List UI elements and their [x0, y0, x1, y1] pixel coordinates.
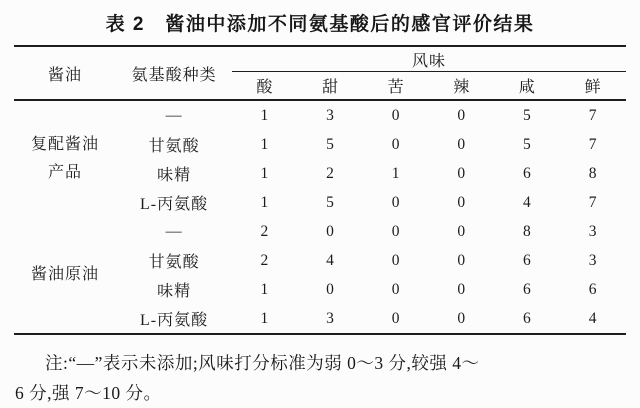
value-cell: 1 — [260, 309, 270, 327]
value-cell: 5 — [523, 135, 532, 153]
value-cell: 1 — [260, 164, 270, 182]
group-label-compound-soy-sauce: 复配酱油产品 — [31, 136, 100, 181]
value-cell: 5 — [326, 135, 335, 153]
value-cell: 5 — [326, 193, 335, 211]
value-cell: 0 — [457, 164, 467, 182]
header-flavor-spicy: 辣 — [429, 72, 495, 101]
value-cell: 1 — [391, 164, 401, 182]
amino-cell: 甘氨酸 — [148, 138, 200, 155]
value-cell: 4 — [326, 251, 335, 269]
value-cell: 5 — [523, 106, 532, 124]
header-soy-sauce: 酱油 — [14, 46, 116, 100]
value-cell: 6 — [523, 309, 532, 327]
value-cell: 7 — [588, 193, 598, 211]
header-flavor-sour: 酸 — [232, 72, 298, 101]
value-cell: 2 — [260, 222, 270, 240]
header-amino-acid-type: 氨基酸种类 — [116, 46, 232, 100]
value-cell: 0 — [457, 251, 467, 269]
value-cell: 0 — [391, 222, 401, 240]
value-cell: 1 — [260, 193, 270, 211]
amino-cell: 味精 — [157, 167, 192, 184]
value-cell: 7 — [588, 135, 598, 153]
value-cell: 6 — [523, 164, 532, 182]
value-cell: 3 — [326, 106, 335, 124]
header-flavor-umami: 鲜 — [560, 72, 626, 101]
value-cell: 0 — [391, 251, 401, 269]
value-cell: 0 — [457, 280, 467, 298]
value-cell: 1 — [260, 280, 270, 298]
value-cell: 0 — [457, 309, 467, 327]
value-cell: 3 — [326, 309, 335, 327]
value-cell: 0 — [457, 106, 467, 124]
value-cell: 4 — [523, 193, 532, 211]
amino-cell: 甘氨酸 — [148, 254, 200, 271]
table-row — [14, 217, 626, 246]
value-cell: 0 — [457, 222, 467, 240]
sensory-evaluation-table — [14, 45, 626, 335]
value-cell: 0 — [391, 193, 401, 211]
footnote-line-1: 注:“—”表示未添加;风味打分标准为弱 0～3 分,较强 4～ — [45, 353, 480, 373]
value-cell: 6 — [523, 251, 532, 269]
value-cell: 1 — [260, 135, 270, 153]
header-flavor-sweet: 甜 — [298, 72, 364, 101]
amino-cell: — — [165, 222, 183, 240]
value-cell: 0 — [391, 135, 401, 153]
value-cell: 0 — [391, 309, 401, 327]
value-cell: 0 — [326, 222, 335, 240]
footnote-line-2: 6 分,强 7～10 分。 — [15, 383, 162, 403]
value-cell: 0 — [457, 193, 467, 211]
header-flavor-group: 风味 — [232, 46, 626, 72]
value-cell: 3 — [588, 222, 598, 240]
value-cell: 8 — [588, 164, 598, 182]
header-flavor-bitter: 苦 — [363, 72, 429, 101]
header-flavor-salty: 咸 — [495, 72, 561, 101]
amino-cell: L-丙氨酸 — [140, 312, 209, 329]
table-footnote — [15, 348, 625, 408]
table-row — [14, 100, 626, 130]
amino-cell: 味精 — [157, 283, 192, 300]
table-header — [14, 46, 626, 100]
table-body — [14, 100, 626, 334]
value-cell: 0 — [326, 280, 335, 298]
table-caption: 表 2 酱油中添加不同氨基酸后的感官评价结果 — [105, 14, 535, 35]
value-cell: 3 — [588, 251, 598, 269]
value-cell: 4 — [588, 309, 598, 327]
value-cell: 6 — [523, 280, 532, 298]
value-cell: 8 — [523, 222, 532, 240]
amino-cell: — — [165, 106, 183, 124]
value-cell: 6 — [588, 280, 598, 298]
value-cell: 0 — [391, 280, 401, 298]
value-cell: 2 — [326, 164, 335, 182]
value-cell: 7 — [588, 106, 598, 124]
value-cell: 0 — [457, 135, 467, 153]
group-label-raw-soy-sauce: 酱油原油 — [31, 266, 100, 283]
value-cell: 0 — [391, 106, 401, 124]
amino-cell: L-丙氨酸 — [140, 196, 209, 213]
value-cell: 2 — [260, 251, 270, 269]
value-cell: 1 — [260, 106, 270, 124]
